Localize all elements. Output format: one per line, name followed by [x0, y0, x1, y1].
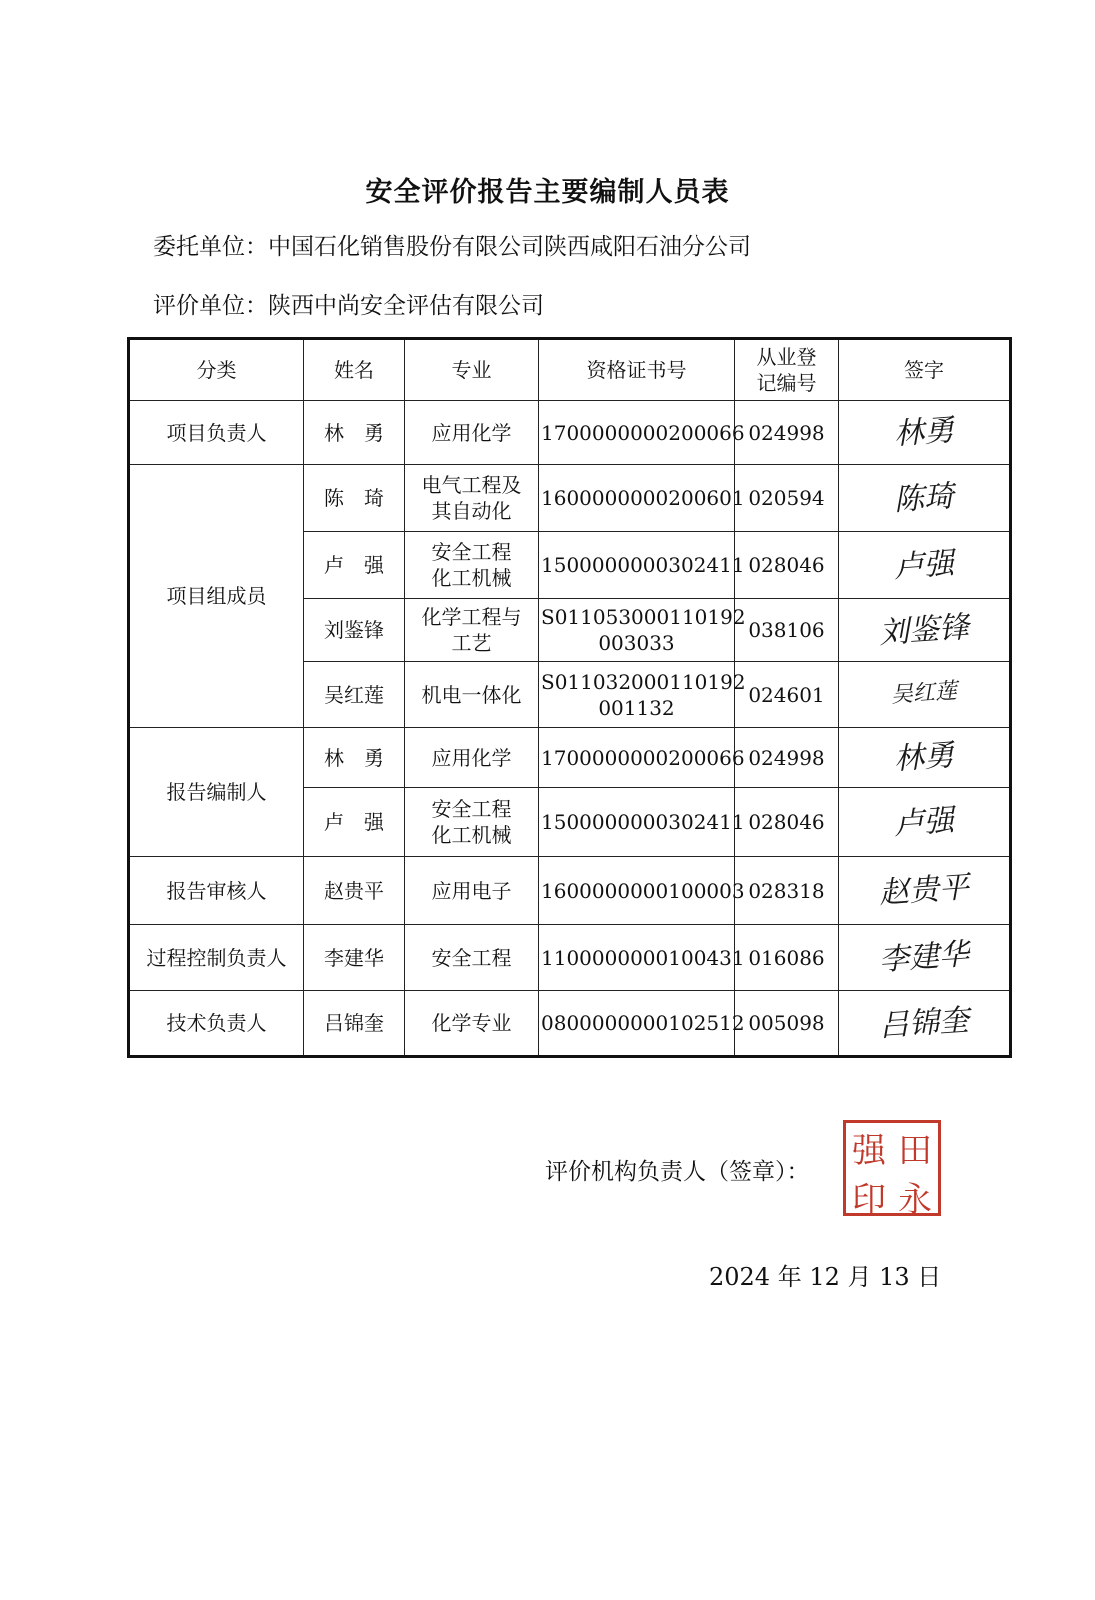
- cell-certificate: [539, 662, 746, 728]
- cell-major: [405, 728, 539, 788]
- major-line: 安全工程: [431, 797, 512, 821]
- header-registration-line2: 记编号: [756, 371, 817, 395]
- header-name: 姓名: [304, 339, 405, 401]
- cell-certificate: 1700000000200066: [539, 728, 735, 788]
- header-major: 专业: [405, 339, 539, 401]
- cell-name: 陈 琦: [304, 465, 405, 532]
- document-date: 2024 年 12 月 13 日: [709, 1263, 942, 1291]
- table-row: [129, 991, 1011, 1057]
- major-line: 其自动化: [431, 499, 512, 523]
- responsible-person-label: 评价机构负责人（签章）：: [545, 1159, 810, 1185]
- cell-certificate: 1700000000200066: [539, 401, 735, 465]
- seal-char: 田: [898, 1131, 932, 1171]
- header-category: 分类: [129, 339, 304, 401]
- cell-name: 吴红莲: [304, 662, 405, 728]
- cell-signature: [839, 599, 1011, 662]
- group-report-writers: 报告编制人: [129, 728, 304, 857]
- red-seal-stamp: [843, 1120, 941, 1220]
- cell-major: [405, 599, 539, 662]
- major-line: 安全工程: [431, 945, 512, 970]
- cell-signature: [839, 925, 1011, 991]
- header-certificate: 资格证书号: [539, 339, 735, 401]
- cell-major: [405, 857, 539, 925]
- header-signature: 签字: [839, 339, 1011, 401]
- cell-major: [405, 465, 539, 532]
- major-line: 化工机械: [431, 566, 512, 590]
- table-row: [129, 857, 1011, 925]
- document-title: 安全评价报告主要编制人员表: [365, 177, 730, 208]
- cell-major: [405, 532, 539, 599]
- cell-registration: 005098: [735, 991, 839, 1057]
- cell-registration: 028046: [735, 788, 839, 857]
- cell-certificate: 1600000000100003: [539, 857, 735, 925]
- cell-major: [405, 925, 539, 991]
- group-report-reviewer: 报告审核人: [129, 857, 304, 925]
- handwritten-signature: 陈琦: [892, 478, 956, 518]
- cell-registration: 024998: [735, 401, 839, 465]
- certificate-line: S011053000110192: [541, 605, 746, 629]
- client-unit-line: 委托单位：中国石化销售股份有限公司陕西咸阳石油分公司: [153, 234, 751, 260]
- cell-signature: [839, 728, 1011, 788]
- seal-char: 永: [898, 1180, 932, 1220]
- cell-signature: [839, 662, 1011, 728]
- handwritten-signature: 赵贵平: [877, 869, 971, 912]
- cell-name: 林 勇: [304, 728, 405, 788]
- cell-registration: 028046: [735, 532, 839, 599]
- major-line: 应用化学: [431, 745, 512, 770]
- cell-certificate: 1100000000100431: [539, 925, 735, 991]
- cell-name: 卢 强: [304, 788, 405, 857]
- major-line: 电气工程及: [421, 473, 522, 497]
- cell-certificate: 0800000000102512: [539, 991, 735, 1057]
- major-line: 工艺: [451, 631, 492, 655]
- major-line: 应用化学: [431, 420, 512, 445]
- table-row: [129, 401, 1011, 465]
- cell-registration: 024601: [735, 662, 839, 728]
- cell-registration: 024998: [735, 728, 839, 788]
- handwritten-signature: 卢强: [892, 545, 956, 585]
- major-line: 应用电子: [431, 878, 512, 903]
- cell-signature: [839, 532, 1011, 599]
- handwritten-signature: 刘鉴锋: [877, 609, 971, 651]
- cell-signature: [839, 991, 1011, 1057]
- cell-major: [405, 662, 539, 728]
- cell-name: 林 勇: [304, 401, 405, 465]
- cell-major: [405, 401, 539, 465]
- header-registration-line1: 从业登: [756, 345, 817, 369]
- group-process-control: 过程控制负责人: [129, 925, 304, 991]
- cell-signature: [839, 401, 1011, 465]
- handwritten-signature: 吴红莲: [890, 678, 958, 709]
- cell-certificate: [539, 599, 746, 662]
- cell-major: [405, 788, 539, 857]
- cell-name: 刘鉴锋: [304, 599, 405, 662]
- cell-certificate: 1500000000302411: [539, 788, 735, 857]
- major-line: 机电一体化: [421, 682, 522, 707]
- cell-name: 卢 强: [304, 532, 405, 599]
- cell-signature: [839, 857, 1011, 925]
- cell-registration: 038106: [735, 599, 839, 662]
- cell-certificate: 1500000000302411: [539, 532, 735, 599]
- major-line: 化学专业: [431, 1011, 512, 1035]
- group-project-members: 项目组成员: [129, 465, 304, 728]
- cell-name: 赵贵平: [304, 857, 405, 925]
- major-line: 安全工程: [431, 540, 512, 564]
- certificate-line: 003033: [598, 631, 675, 655]
- cell-certificate: 1600000000200601: [539, 465, 735, 532]
- handwritten-signature: 李建华: [877, 936, 971, 979]
- cell-name: 吕锦奎: [304, 991, 405, 1057]
- staff-table: [127, 337, 1012, 1058]
- group-technical-leader: 技术负责人: [129, 991, 304, 1057]
- table-header-row: [129, 339, 1011, 401]
- major-line: 化工机械: [431, 823, 512, 847]
- group-project-leader: 项目负责人: [129, 401, 304, 465]
- cell-signature: [839, 465, 1011, 532]
- header-registration: [735, 339, 839, 401]
- handwritten-signature: 卢强: [892, 802, 956, 842]
- cell-registration: 020594: [735, 465, 839, 532]
- table-row: [129, 925, 1011, 991]
- seal-char: 强: [852, 1131, 886, 1171]
- certificate-line: 001132: [598, 695, 675, 720]
- cell-name: 李建华: [304, 925, 405, 991]
- major-line: 化学工程与: [421, 605, 522, 629]
- table-row: [129, 728, 1011, 788]
- seal-char: 印: [852, 1180, 886, 1220]
- handwritten-signature: 林勇: [892, 737, 956, 778]
- certificate-line: S011032000110192: [541, 669, 746, 694]
- cell-registration: 016086: [735, 925, 839, 991]
- cell-registration: 028318: [735, 857, 839, 925]
- table-row: [129, 465, 1011, 532]
- cell-major: [405, 991, 539, 1057]
- cell-signature: [839, 788, 1011, 857]
- evaluator-unit-line: 评价单位：陕西中尚安全评估有限公司: [153, 293, 544, 319]
- handwritten-signature: 吕锦奎: [877, 1002, 971, 1044]
- handwritten-signature: 林勇: [892, 412, 956, 453]
